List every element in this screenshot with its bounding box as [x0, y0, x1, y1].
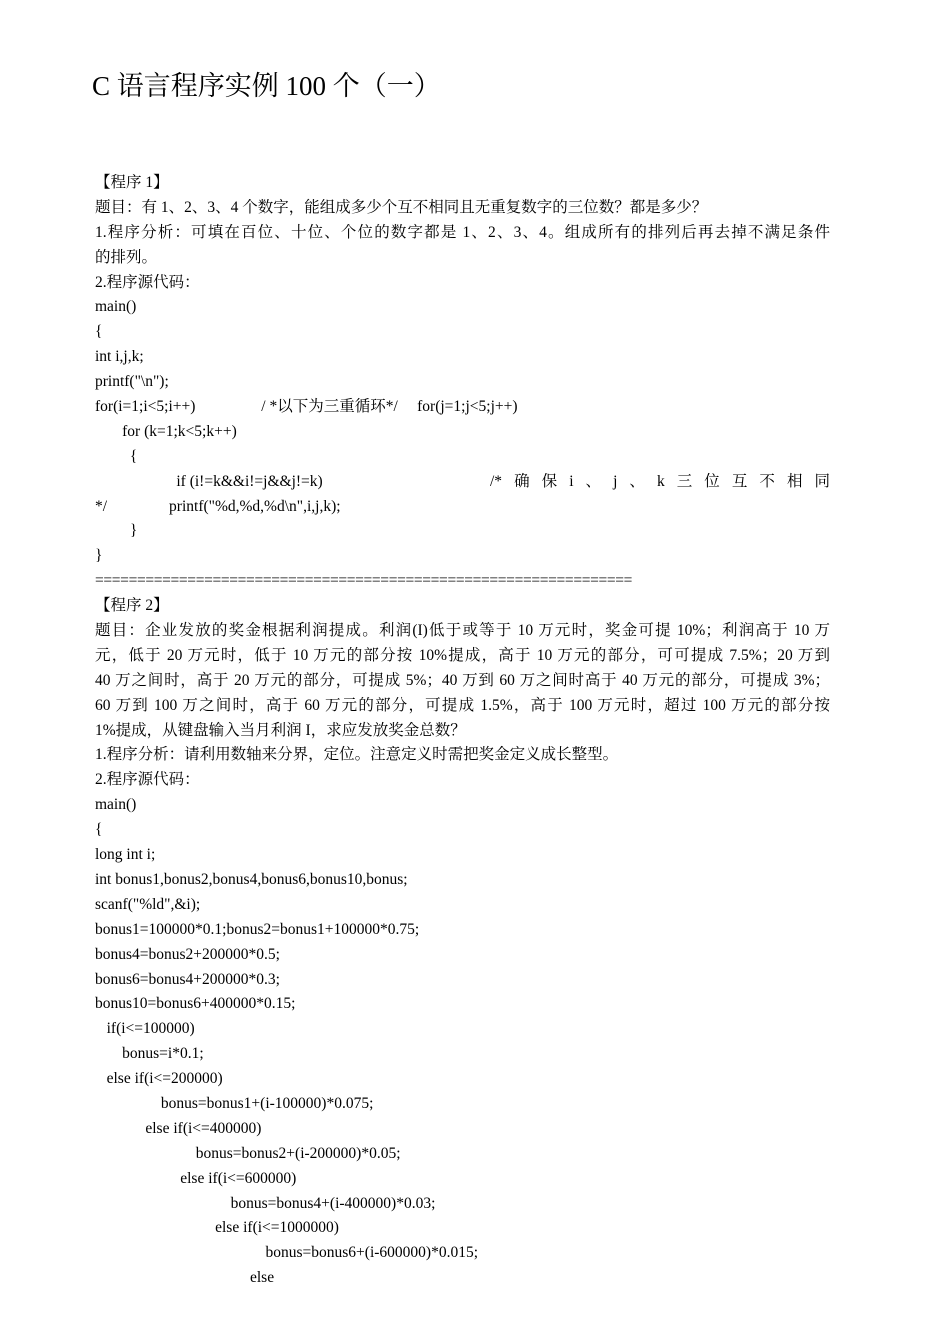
- comment-token: 、: [585, 472, 602, 490]
- document-body: [95, 171, 830, 1291]
- program-1-header: 【程序 1】: [95, 174, 169, 191]
- question-line: 40 万之间时，高于 20 万元的部分，可提成 5%；40 万到 60 万之间时高于 40 万元的部分，可提成 3%；: [95, 671, 830, 689]
- code-line: bonus6=bonus4+200000*0.3;: [95, 970, 280, 988]
- code-line: {: [95, 447, 138, 465]
- question-line: 1%提成，从键盘输入当月利润 I，求应发放奖金总数？: [95, 721, 466, 739]
- comment-token: 同: [814, 472, 830, 490]
- program-1-question: 题目：有 1、2、3、4 个数字，能组成多少个互不相同且无重复数字的三位数？都是多少？: [95, 198, 708, 216]
- code-line: {: [95, 323, 103, 341]
- comment-token: k: [656, 472, 665, 490]
- code-line: bonus=bonus6+(i-600000)*0.015;: [95, 1244, 479, 1262]
- code-line: bonus1=100000*0.1;bonus2=bonus1+100000*0.75;: [95, 920, 420, 938]
- comment-token: 互: [731, 472, 748, 490]
- program-1-source-label: 2.程序源代码：: [95, 273, 200, 291]
- code-line: main(): [95, 298, 137, 316]
- code-line: else: [95, 1269, 275, 1287]
- code-line: bonus=i*0.1;: [95, 1045, 204, 1063]
- program-2-source-label: 2.程序源代码：: [95, 771, 200, 789]
- code-line: scanf("%ld",&i);: [95, 895, 201, 913]
- comment-token: 不: [759, 472, 775, 490]
- program-2-question: [95, 619, 830, 743]
- program-2-code: [95, 793, 830, 1291]
- code-condition: if (i!=k&&i!=j&&j!=k): [95, 472, 323, 490]
- code-line: int i,j,k;: [95, 348, 144, 366]
- comment-token: j: [613, 472, 618, 490]
- code-line: }: [95, 547, 103, 565]
- code-line: {: [95, 821, 103, 839]
- document-title: C 语言程序实例 100 个（一）: [92, 71, 441, 101]
- code-line: bonus4=bonus2+200000*0.5;: [95, 945, 280, 963]
- code-line: else if(i<=200000): [95, 1070, 223, 1088]
- code-line: else if(i<=1000000): [95, 1219, 339, 1237]
- comment-token: /*: [490, 472, 503, 490]
- code-line-comment: [95, 470, 830, 495]
- code-line: for(i=1;i<5;i++) / *以下为三重循环*/ for(j=1;j<5;j++): [95, 398, 518, 416]
- program-1-analysis: 1.程序分析：可填在百位、十位、个位的数字都是 1、2、3、4。组成所有的排列后再去掉不满足条件: [95, 223, 830, 241]
- code-line: else if(i<=600000): [95, 1169, 297, 1187]
- code-line: long int i;: [95, 846, 156, 864]
- question-line: 60 万到 100 万之间时，高于 60 万元的部分，可提成 1.5%，高于 100 万元时，超过 100 万元的部分按: [95, 696, 830, 714]
- code-line: main(): [95, 796, 137, 814]
- code-comment: [490, 470, 830, 495]
- code-line: bonus=bonus2+(i-200000)*0.05;: [95, 1144, 401, 1162]
- program-2-header: 【程序 2】: [95, 597, 169, 615]
- code-line: if(i<=100000): [95, 1020, 195, 1038]
- comment-token: 位: [704, 472, 720, 490]
- program-1-analysis-cont: 的排列。: [95, 248, 158, 266]
- code-line: int bonus1,bonus2,bonus4,bonus6,bonus10,bonus;: [95, 870, 408, 888]
- comment-token: 三: [676, 472, 693, 490]
- code-line: }: [95, 522, 138, 540]
- comment-token: 相: [786, 472, 803, 490]
- comment-token: i: [569, 472, 574, 490]
- code-line: */ printf("%d,%d,%d\n",i,j,k);: [95, 497, 341, 515]
- code-line: bonus10=bonus6+400000*0.15;: [95, 995, 296, 1013]
- code-line: bonus=bonus1+(i-100000)*0.075;: [95, 1094, 374, 1112]
- code-line: printf("\n");: [95, 373, 169, 391]
- code-line: bonus=bonus4+(i-400000)*0.03;: [95, 1194, 436, 1212]
- comment-token: 确: [514, 472, 530, 490]
- code-line: for (k=1;k<5;k++): [95, 422, 237, 440]
- program-2-analysis: 1.程序分析：请利用数轴来分界，定位。注意定义时需把奖金定义成长整型。: [95, 746, 619, 764]
- comment-token: 保: [541, 472, 558, 490]
- question-line: 题目：企业发放的奖金根据利润提成。利润(I)低于或等于 10 万元时，奖金可提 10%；利润高于 10 万: [95, 622, 830, 640]
- code-line: else if(i<=400000): [95, 1119, 262, 1137]
- question-line: 元，低于 20 万元时，低于 10 万元的部分按 10%提成，高于 10 万元的部分，可可提成 7.5%；20 万到: [95, 646, 830, 664]
- section-separator: ================================================================: [95, 572, 633, 590]
- comment-token: 、: [629, 472, 645, 490]
